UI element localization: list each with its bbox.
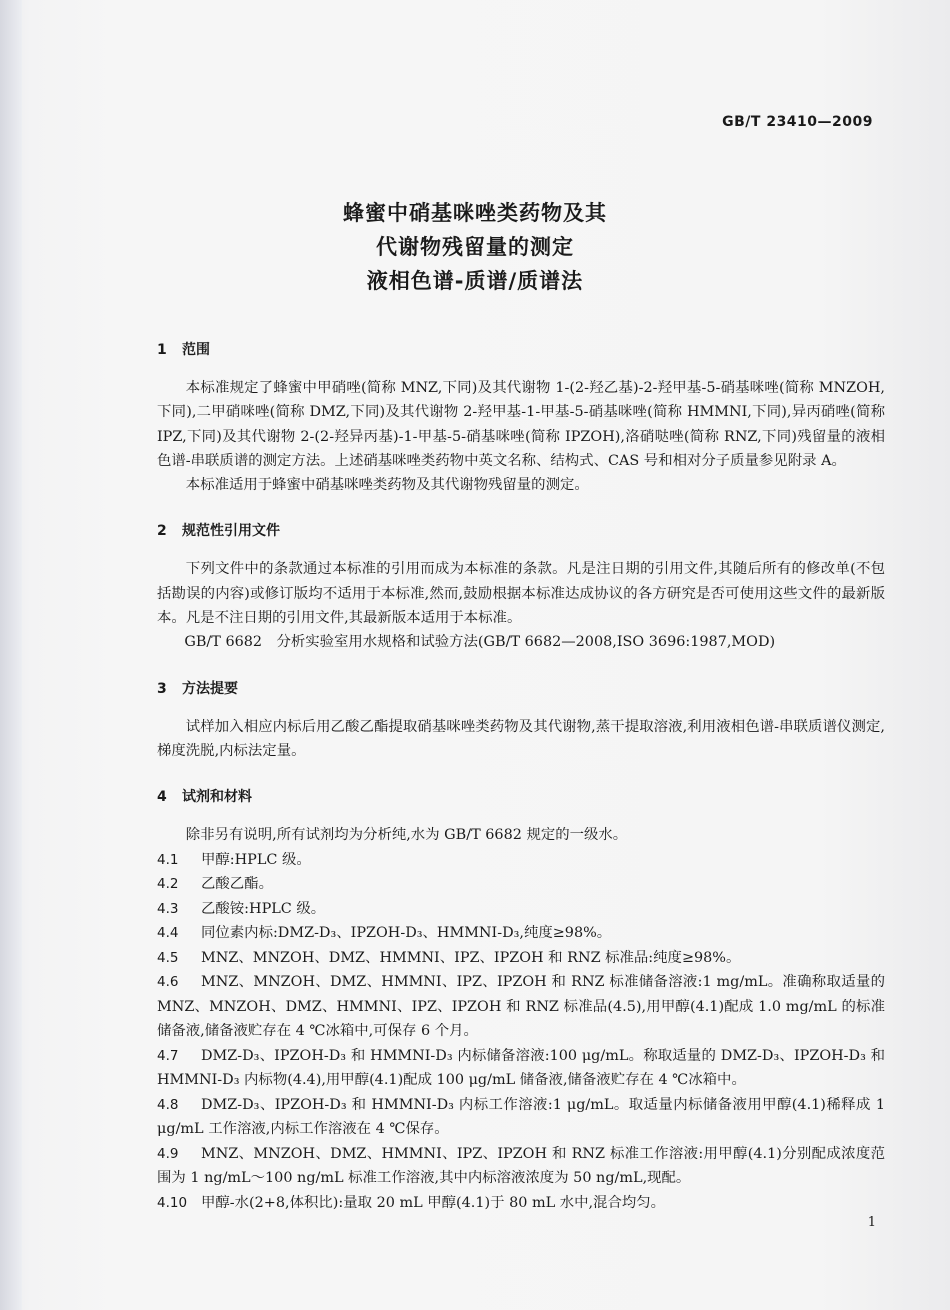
list-item: 4.9 MNZ、MNZOH、DMZ、HMMNI、IPZ、IPZOH 和 RNZ 标准工作溶液:用甲醇(4.1)分别配成浓度范围为 1 ng/mL～100 ng/mL 标准工作溶液,其中内标溶液浓度为 50 ng/mL,现配。 <box>157 1145 885 1187</box>
title-line-2: 代谢物残留量的测定 <box>376 235 574 259</box>
title-line-3: 液相色谱-质谱/质谱法 <box>366 269 584 293</box>
section-number: 1 <box>157 342 167 358</box>
document-title <box>0 196 950 298</box>
section-3-heading <box>157 677 885 701</box>
list-item: 4.6 MNZ、MNZOH、DMZ、HMMNI、IPZ、IPZOH 和 RNZ 标准储备溶液:1 mg/mL。准确称取适量的 MNZ、MNZOH、DMZ、HMMNI、IPZ、IPZOH 和 RNZ 标准品(4.5),用甲醇(4.1)配成 1.0 mg/mL 的标准储备液,储备液贮存在 4 ℃冰箱中,可保存 6 个月。 <box>157 974 885 1040</box>
standard-number: GB/T 23410—2009 <box>722 114 873 130</box>
section-4-heading <box>157 785 885 809</box>
section-number: 4 <box>157 789 167 806</box>
section-3-paragraph-1: 试样加入相应内标后用乙酸乙酯提取硝基咪唑类药物及其代谢物,蒸干提取溶液,利用液相色谱-串联质谱仪测定,梯度洗脱,内标法定量。 <box>157 718 885 759</box>
section-title: 规范性引用文件 <box>182 523 280 540</box>
section-title: 试剂和材料 <box>182 789 252 806</box>
section-1-paragraph-1: 本标准规定了蜂蜜中甲硝唑(简称 MNZ,下同)及其代谢物 1-(2-羟乙基)-2-羟甲基-5-硝基咪唑(简称 MNZOH,下同),二甲硝咪唑(简称 DMZ,下同)及其代谢物 2-羟甲基-1-甲基-5-硝基咪唑(简称 HMMNI,下同),异丙硝唑(简称 IPZ,下同)及其代谢物 2-(2-羟异丙基)-1-甲基-5-硝基咪唑(简称 IPZOH),洛硝哒唑(简称 RNZ,下同)残留量的液相色谱-串联质谱的测定方法。上述硝基咪唑类药物中英文名称、结构式、CAS 号和相对分子质量参见附录 A。 <box>157 380 885 469</box>
section-4-intro: 除非另有说明,所有试剂均为分析纯,水为 GB/T 6682 规定的一级水。 <box>185 827 628 844</box>
list-item: 4.2 乙酸乙酯。 <box>157 876 273 893</box>
section-title: 范围 <box>182 342 210 358</box>
section-2-heading <box>157 519 885 543</box>
list-item: 4.4 同位素内标:DMZ-D₃、IPZOH-D₃、HMMNI-D₃,纯度≥98%。 <box>157 925 612 942</box>
page-number: 1 <box>867 1215 876 1230</box>
document-body <box>157 338 885 1215</box>
list-item: 4.10 甲醇-水(2+8,体积比):量取 20 mL 甲醇(4.1)于 80 mL 水中,混合均匀。 <box>157 1194 666 1211</box>
section-1-paragraph-2: 本标准适用于蜂蜜中硝基咪唑类药物及其代谢物残留量的测定。 <box>185 477 589 494</box>
list-item: 4.7 DMZ-D₃、IPZOH-D₃ 和 HMMNI-D₃ 内标储备溶液:100 μg/mL。称取适量的 DMZ-D₃、IPZOH-D₃ 和 HMMNI-D₃ 内标物(4.4),用甲醇(4.1)配成 100 μg/mL 储备液,储备液贮存在 4 ℃冰箱中。 <box>157 1047 885 1089</box>
title-line-1: 蜂蜜中硝基咪唑类药物及其 <box>343 201 607 225</box>
list-item: 4.3 乙酸铵:HPLC 级。 <box>157 900 326 917</box>
normative-reference: GB/T 6682 分析实验室用水规格和试验方法(GB/T 6682—2008,ISO 3696:1987,MOD) <box>184 634 776 651</box>
section-number: 3 <box>157 680 167 697</box>
section-1-heading <box>157 338 885 362</box>
list-item: 4.5 MNZ、MNZOH、DMZ、HMMNI、IPZ、IPZOH 和 RNZ 标准品:纯度≥98%。 <box>157 949 741 966</box>
list-item: 4.8 DMZ-D₃、IPZOH-D₃ 和 HMMNI-D₃ 内标工作溶液:1 μg/mL。取适量内标储备液用甲醇(4.1)稀释成 1 μg/mL 工作溶液,内标工作溶液在 4 ℃保存。 <box>157 1096 885 1138</box>
section-number: 2 <box>157 523 167 540</box>
section-title: 方法提要 <box>182 680 238 697</box>
section-2-paragraph-1: 下列文件中的条款通过本标准的引用而成为本标准的条款。凡是注日期的引用文件,其随后所有的修改单(不包括勘误的内容)或修订版均不适用于本标准,然而,鼓励根据本标准达成协议的各方研究是否可使用这些文件的最新版本。凡是不注日期的引用文件,其最新版本适用于本标准。 <box>157 561 885 627</box>
list-item: 4.1 甲醇:HPLC 级。 <box>157 851 311 868</box>
